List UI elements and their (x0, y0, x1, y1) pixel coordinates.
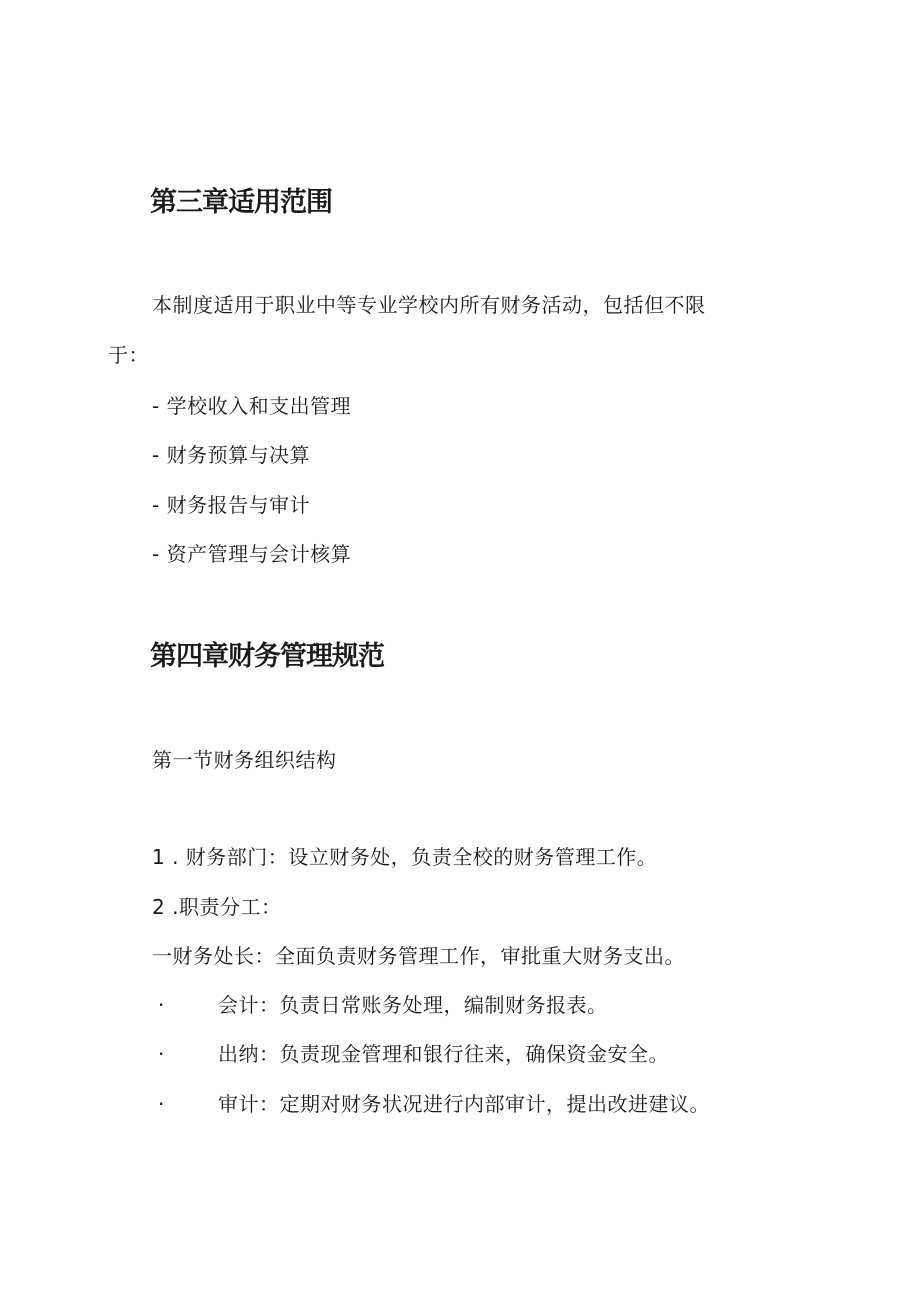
scope-item-asset-accounting: - 资产管理与会计核算 (152, 542, 352, 566)
section-1-title: 第一节财务组织结构 (152, 748, 337, 772)
scope-item-income-expense: - 学校收入和支出管理 (152, 394, 352, 418)
role-auditor-text: 审计：定期对财务状况进行内部审计，提出改进建议。 (218, 1092, 710, 1116)
chapter-3-intro-line-2: 于： (108, 343, 149, 367)
bullet-dot-icon: · (158, 1042, 165, 1066)
chapter-4-title: 第四章财务管理规范 (150, 641, 384, 672)
role-cashier-text: 出纳：负责现金管理和银行往来，确保资金安全。 (218, 1042, 669, 1066)
bullet-dot-icon: · (158, 993, 165, 1017)
scope-item-report-audit: - 财务报告与审计 (152, 493, 311, 517)
point-2-responsibilities: 2 .职责分工： (152, 895, 282, 919)
point-1-finance-dept: 1 . 财务部门：设立财务处，负责全校的财务管理工作。 (152, 845, 658, 869)
chapter-3-title: 第三章适用范围 (150, 187, 332, 218)
role-finance-director: 一财务处长：全面负责财务管理工作，审批重大财务支出。 (152, 944, 685, 968)
role-accountant-text: 会计：负责日常账务处理，编制财务报表。 (218, 993, 608, 1017)
scope-item-budget: - 财务预算与决算 (152, 443, 311, 467)
bullet-dot-icon: · (158, 1092, 165, 1116)
chapter-3-intro-line-1: 本制度适用于职业中等专业学校内所有财务活动，包括但不限 (152, 293, 706, 317)
